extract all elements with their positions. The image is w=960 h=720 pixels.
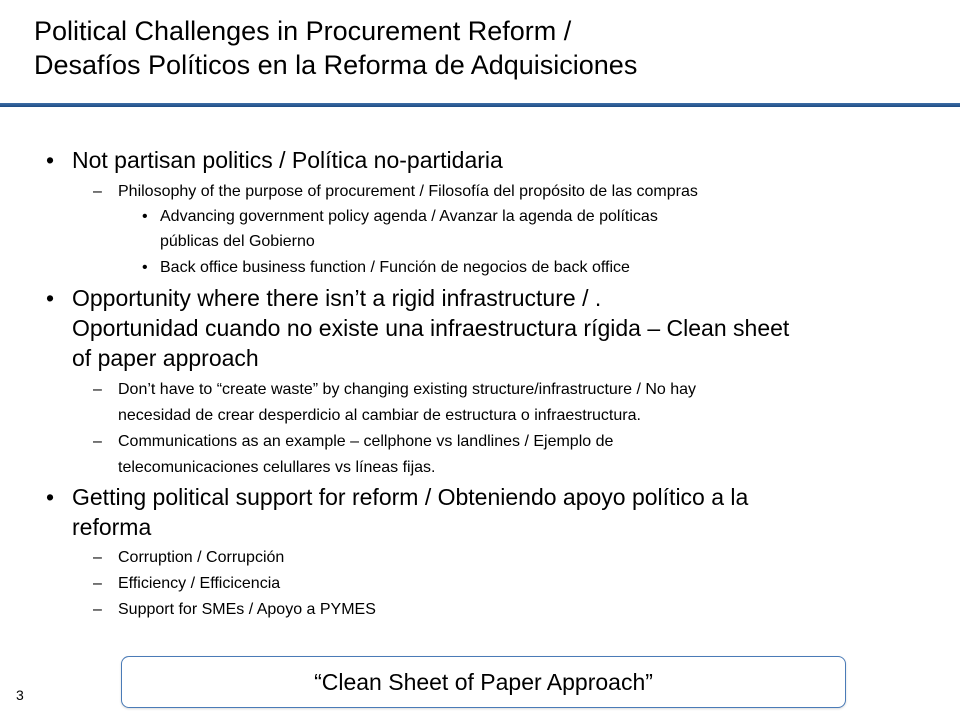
sub-bullet-text: Corruption / Corrupción [118,549,285,566]
sub-bullet-continuation [118,404,641,428]
sub-bullet-text: Don’t have to “create waste” by changing existing structure/infrastructure / No hay [118,381,697,398]
bullet-2-continuation [72,345,259,372]
title-line-2: Desafíos Políticos en la Reforma de Adquisiciones [34,50,638,80]
sub-bullet [93,378,697,402]
bullet-marker: • [46,484,55,510]
page-number: 3 [16,687,24,703]
dash-marker: – [93,381,102,398]
dash-marker: – [93,183,102,200]
sub-sub-bullet-text: Advancing government policy agenda / Avanzar la agenda de políticas [160,208,658,225]
bullet-marker: • [142,259,148,276]
title-line-1: Political Challenges in Procurement Reform / [34,16,572,46]
sub-sub-bullet-continuation [160,230,315,254]
bullet-3-text: reforma [72,514,152,540]
callout-text: “Clean Sheet of Paper Approach” [314,668,653,695]
dash-marker: – [93,549,102,566]
sub-sub-bullet-text: públicas del Gobierno [160,233,315,250]
sub-bullet-text: Efficiency / Efficicencia [118,575,281,592]
dash-marker: – [93,433,102,450]
slide-title [34,14,934,82]
dash-marker: – [93,601,102,618]
sub-bullet-text: telecomunicaciones celullares vs líneas fijas. [118,459,436,476]
sub-sub-bullet [142,256,630,280]
callout-box [121,656,846,708]
sub-bullet-continuation [118,456,435,480]
bullet-marker: • [46,147,55,173]
bullet-2-text: Opportunity where there isn’t a rigid infrastructure / . [72,285,602,311]
sub-bullet-text: Support for SMEs / Apoyo a PYMES [118,601,376,618]
sub-bullet [93,180,698,204]
bullet-2 [46,285,602,312]
sub-sub-bullet [142,205,658,229]
title-divider [0,103,960,107]
bullet-1-text: Not partisan politics / Política no-partidaria [72,147,503,173]
sub-bullet [93,598,376,622]
sub-bullet [93,430,614,454]
bullet-marker: • [142,208,148,225]
bullet-3 [46,484,749,511]
bullet-1 [46,147,503,174]
bullet-marker: • [46,285,55,311]
bullet-3-continuation [72,514,151,541]
dash-marker: – [93,575,102,592]
sub-sub-bullet-text: Back office business function / Función de negocios de back office [160,259,630,276]
bullet-2-text: Oportunidad cuando no existe una infraestructura rígida – Clean sheet [72,315,790,341]
sub-bullet-text: Communications as an example – cellphone vs landlines / Ejemplo de [118,433,614,450]
bullet-2-text: of paper approach [72,345,259,371]
sub-bullet [93,546,285,570]
bullet-3-text: Getting political support for reform / Obteniendo apoyo político a la [72,484,749,510]
sub-bullet-text: necesidad de crear desperdicio al cambiar de estructura o infraestructura. [118,407,641,424]
sub-bullet [93,572,281,596]
bullet-2-continuation [72,315,789,342]
sub-bullet-text: Philosophy of the purpose of procurement / Filosofía del propósito de las compras [118,183,698,200]
